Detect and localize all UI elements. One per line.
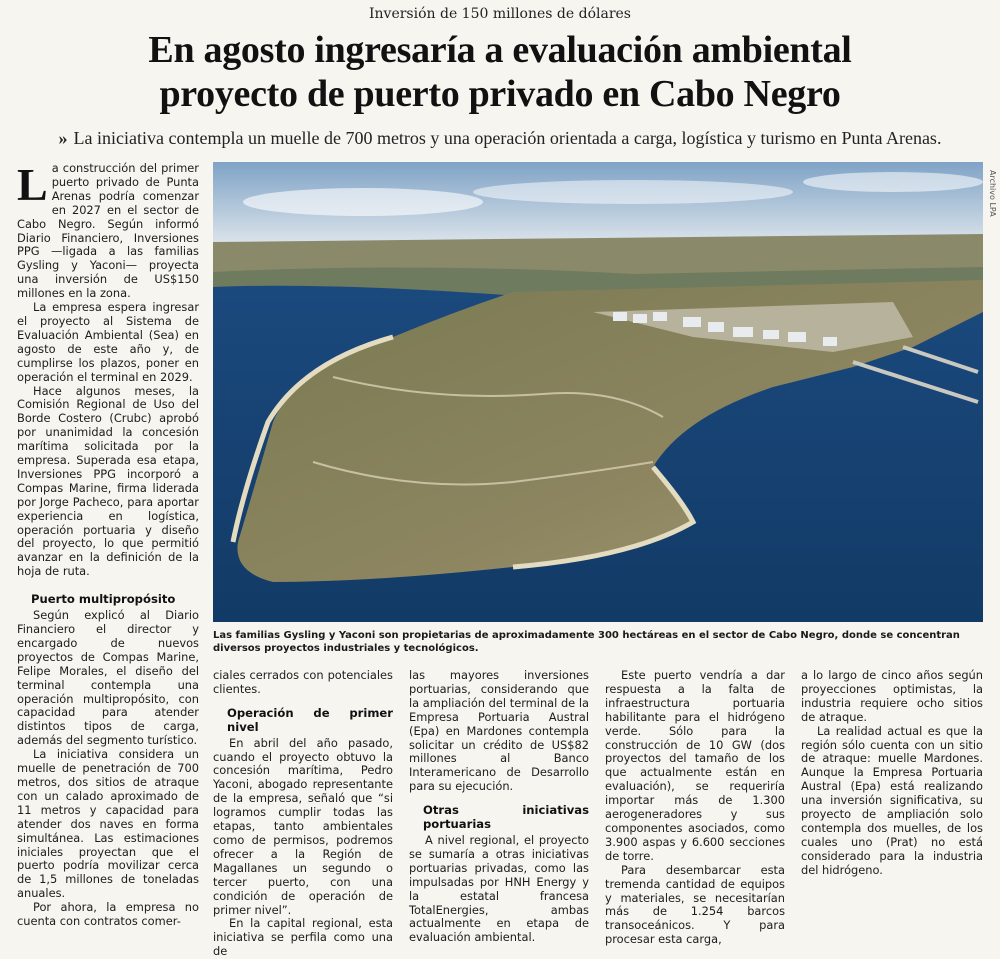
drop-cap: L <box>17 159 48 210</box>
bajada-text: La iniciativa contempla un muelle de 700 metros y una operación orientada a carga, logística y turismo en Punta Arenas. <box>73 128 942 148</box>
paragraph: En abril del año pasado, cuando el proyecto obtuvo la concesión marítima, Pedro Yaconi, abogado representante de la empresa, señaló que “si logramos cumplir todas las etapas, tanto ambientales como de permisos, podremos ofrecer a la Región de Magallanes un segundo o tercer puerto, con una condición de operación de primer nivel”. <box>213 735 393 917</box>
paragraph: La realidad actual es que la región sólo cuenta con un sitio de atraque: muelle Mardones. Aunque la Empresa Portuaria Austral (Epa) está realizando una inversión significativa, su proyecto de ampliación solo contempla dos muelles, de los cuales uno (Prat) no está considerado para la industria del hidrógeno. <box>801 723 983 877</box>
paragraph: a lo largo de cinco años según proyecciones optimistas, la industria requiere ocho sitios de atraque. <box>801 668 983 724</box>
lead-paragraph: La construcción del primer puerto privado de Punta Arenas podría comenzar en 2027 en el sector de Cabo Negro. Según informó Diario Financiero, Inversiones PPG —ligada a las familias Gysling y Yaconi— proyecta una inversión de US$150 millones en la zona. <box>17 159 199 301</box>
paragraph: En la capital regional, esta iniciativa se perfila como una de <box>213 916 393 959</box>
column-5 <box>801 669 983 930</box>
photo-credit: Archivo LPA <box>988 170 997 217</box>
bajada <box>0 128 1000 149</box>
column-3 <box>409 668 589 945</box>
column-2 <box>213 668 393 959</box>
aerial-photo-illustration <box>213 162 983 622</box>
headline-line-2: proyecto de puerto privado en Cabo Negro <box>159 73 841 115</box>
headline <box>20 28 980 116</box>
double-chevron-icon: » <box>58 128 68 148</box>
paragraph: La iniciativa considera un muelle de penetración de 700 metros, dos sitios de atraque con un calado aproximado de 11 metros y capacidad para atender dos naves en forma simultánea. Las estimaciones iniciales proyectan que el puerto podría movilizar cerca de 1,5 millones de toneladas anuales. <box>17 747 199 901</box>
paragraph: ciales cerrados con potenciales clientes. <box>213 668 393 696</box>
aerial-photo <box>213 162 983 622</box>
column-4 <box>605 668 785 947</box>
paragraph: Según explicó al Diario Financiero el director y encargado de nuevos proyectos de Compas Marine, Felipe Morales, el diseño del terminal contempla una operación multipropósito, con capacidad para atender distintos tipos de carga, además del segmento turístico. <box>17 608 199 748</box>
paragraph: Para desembarcar esta tremenda cantidad de equipos y materiales, se necesitarían más de 1.254 barcos transoceánicos. Y para procesar esta carga, <box>605 862 785 947</box>
column-1 <box>17 159 199 930</box>
paragraph: las mayores inversiones portuarias, considerando que la ampliación del terminal de la Empresa Portuaria Austral (Epa) en Mardones contempla solicitar un crédito de US$82 millones al Banco Interamericano de Desarrollo para su ejecución. <box>409 668 589 794</box>
paragraph: La empresa espera ingresar el proyecto al Sistema de Evaluación Ambiental (Sea) en agosto de este año y, de cumplirse los plazos, poner en operación el terminal en 2029. <box>17 300 199 384</box>
paragraph: Este puerto vendría a dar respuesta a la falta de infraestructura portuaria habilitante para el hidrógeno verde. Sólo para la construcción de 10 GW (dos proyectos del tamaño de los que actualmente están en evaluación), se requeriría importar más de 1.300 aerogeneradores y sus componentes asociados, como 3.900 aspas y 6.600 secciones de torre. <box>605 668 785 863</box>
paragraph: Por ahora, la empresa no cuenta con contratos comer- <box>17 900 199 929</box>
photo-caption: Las familias Gysling y Yaconi son propietarias de aproximadamente 300 hectáreas en el sector de Cabo Negro, donde se concentran diversos proyectos industriales y tecnológicos. <box>213 630 960 654</box>
kicker: Inversión de 150 millones de dólares <box>368 6 631 22</box>
headline-line-1: En agosto ingresaría a evaluación ambiental <box>148 29 852 71</box>
paragraph: Hace algunos meses, la Comisión Regional de Uso del Borde Costero (Crubc) aprobó por unanimidad la concesión marítima solicitada por la empresa. Superada esa etapa, Inversiones PPG incorporó a Compas Marine, firma liderada por Jorge Pacheco, para aportar experiencia en logística, operación portuaria y diseño del proyecto, lo que permitió avanzar en la definición de la hoja de ruta. <box>17 383 199 579</box>
subhead: Otras iniciativas portuarias <box>423 803 589 832</box>
subhead: Puerto multipropósito <box>31 592 176 607</box>
subhead: Operación de primer nivel <box>227 705 393 734</box>
paragraph: A nivel regional, el proyecto se sumaría a otras iniciativas portuarias privadas, como las impulsadas por HNH Energy y la estatal francesa TotalEnergies, ambas actualmente en etapa de evaluación ambiental. <box>409 832 589 945</box>
